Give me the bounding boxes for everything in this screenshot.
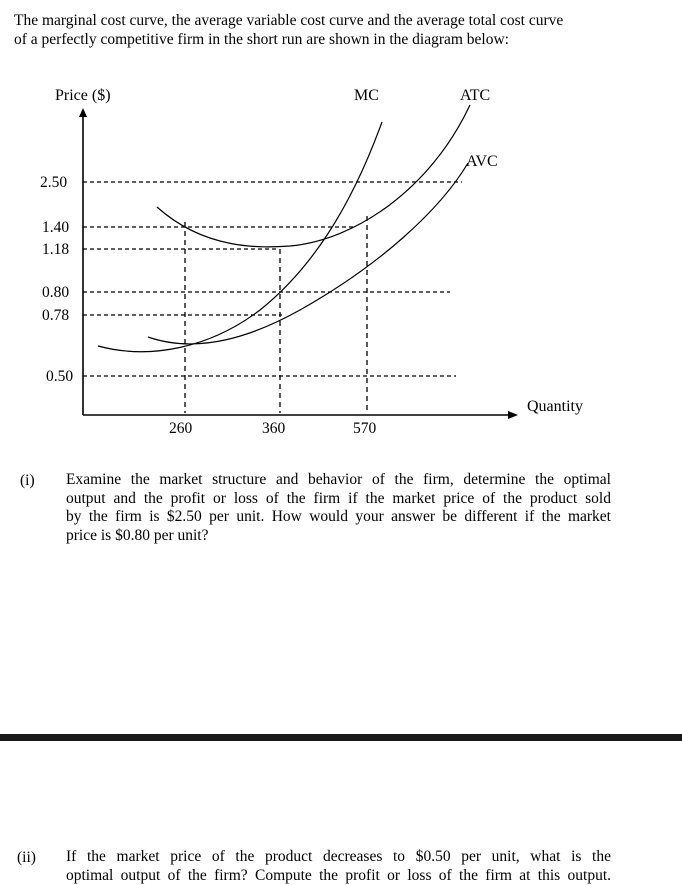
y-tick-label: 1.18 — [42, 241, 69, 258]
atc-label: ATC — [460, 87, 490, 104]
question-2-line: If the market price of the product decreases to $0.50 per unit, what is the — [66, 848, 611, 867]
question-2-text — [66, 848, 611, 885]
question-1-line: output and the profit or loss of the firm if the market price of the product sold — [66, 490, 611, 509]
y-tick-label: 1.40 — [42, 219, 69, 236]
mc-label: MC — [354, 87, 379, 104]
intro-line-1: The marginal cost curve, the average variable cost curve and the average total cost curve — [14, 11, 654, 30]
y-tick-label: 0.50 — [46, 368, 73, 385]
x-tick-label: 260 — [169, 420, 193, 437]
y-axis-arrow — [79, 108, 87, 117]
cost-curves-chart — [0, 70, 682, 440]
x-tick-label: 360 — [262, 420, 286, 437]
y-tick-label: 0.80 — [42, 284, 69, 301]
question-1-label: (i) — [20, 471, 35, 490]
y-axis-label: Price ($) — [55, 87, 111, 104]
y-tick-label: 0.78 — [42, 307, 69, 324]
question-2-line: optimal output of the firm? Compute the profit or loss of the firm at this output. — [66, 867, 611, 885]
avc-curve — [148, 163, 468, 344]
x-tick-label: 570 — [353, 420, 377, 437]
question-1-line: by the firm is $2.50 per unit. How would your answer be different if the market — [66, 508, 611, 527]
question-1-line: price is $0.80 per unit? — [66, 527, 611, 546]
question-1-line: Examine the market structure and behavior of the firm, determine the optimal — [66, 471, 611, 490]
intro-text — [14, 11, 654, 49]
x-axis-label: Quantity — [527, 398, 583, 415]
mc-curve — [98, 122, 382, 352]
atc-curve — [157, 105, 470, 247]
avc-label: AVC — [466, 153, 498, 170]
section-divider — [0, 734, 682, 741]
question-2-label: (ii) — [17, 848, 36, 867]
y-tick-label: 2.50 — [40, 174, 67, 191]
question-1-text — [66, 471, 611, 545]
intro-line-2: of a perfectly competitive firm in the short run are shown in the diagram below: — [14, 30, 654, 49]
x-axis-arrow — [508, 411, 518, 419]
